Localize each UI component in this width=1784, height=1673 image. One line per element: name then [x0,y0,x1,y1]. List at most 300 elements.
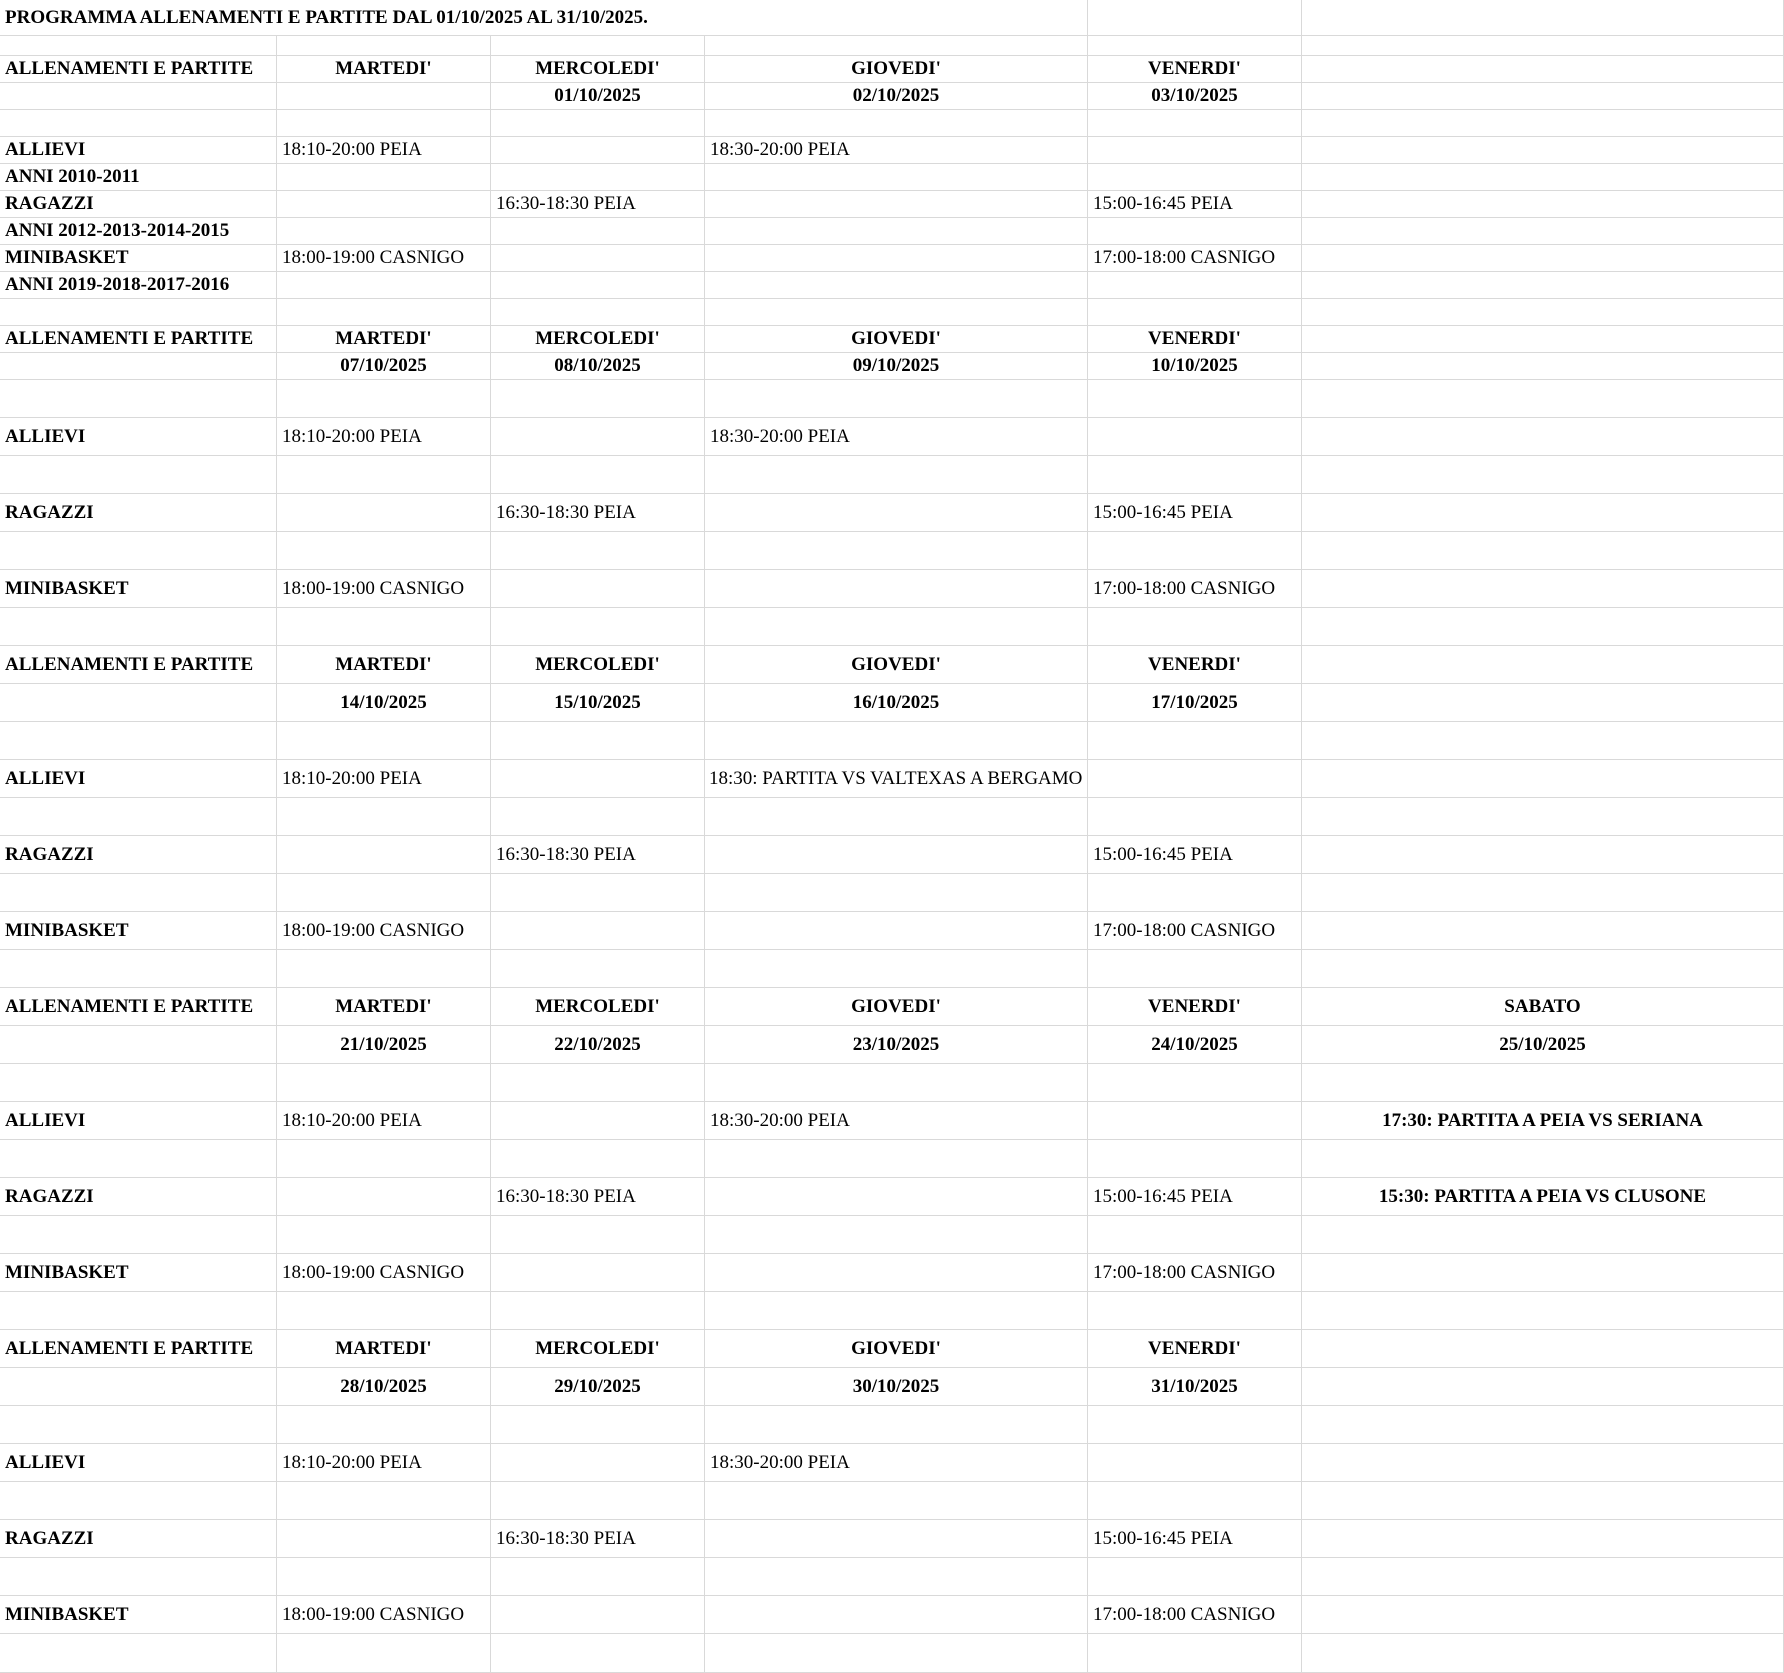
day-thu: GIOVEDI' [705,1330,1088,1368]
sheet-cell [705,456,1088,494]
schedule-cell [491,418,705,456]
sheet-cell [0,36,277,56]
schedule-cell: 16:30-18:30 PEIA [491,836,705,874]
sheet-cell [1088,0,1302,36]
schedule-cell [491,1444,705,1482]
schedule-cell [705,1520,1088,1558]
blank-row [0,380,1784,418]
sheet-cell [1088,874,1302,912]
sheet-cell [705,1064,1088,1102]
sheet-cell [1088,164,1302,191]
week-1-minibasket-years-row [0,272,1784,299]
schedule-cell: 18:30-20:00 PEIA [705,1102,1088,1140]
blank-row [0,1292,1784,1330]
week-1-allievi-years-row [0,164,1784,191]
day-wed: MERCOLEDI' [491,56,705,83]
schedule-cell [491,912,705,950]
day-tue: MARTEDI' [277,1330,491,1368]
sheet-cell [277,1216,491,1254]
blank-row [0,1634,1784,1673]
schedule-cell: 16:30-18:30 PEIA [491,494,705,532]
sheet-cell [491,272,705,299]
sheet-cell [1302,1368,1784,1406]
group-label: ALLIEVI [0,137,277,164]
sheet-cell [1088,1634,1302,1673]
blank-row [0,1482,1784,1520]
sheet-cell [491,874,705,912]
schedule-cell: 18:30-20:00 PEIA [705,1444,1088,1482]
blank-row [0,36,1784,56]
sheet-cell [1088,218,1302,245]
sheet-cell [1302,1558,1784,1596]
week-4-allievi-row [0,1102,1784,1140]
week-4-ragazzi-row [0,1178,1784,1216]
sheet-cell [705,218,1088,245]
sheet-cell [1302,164,1784,191]
sheet-cell [1088,1558,1302,1596]
schedule-cell: 18:30-20:00 PEIA [705,418,1088,456]
sheet-cell [0,1216,277,1254]
sheet-cell [277,1482,491,1520]
sheet-cell [0,380,277,418]
schedule-cell: 16:30-18:30 PEIA [491,191,705,218]
group-label: MINIBASKET [0,1254,277,1292]
sheet-cell [491,1216,705,1254]
date-fri: 03/10/2025 [1088,83,1302,110]
date-tue: 21/10/2025 [277,1026,491,1064]
week-5-ragazzi-row [0,1520,1784,1558]
sheet-cell [491,380,705,418]
sheet-cell [0,1140,277,1178]
sheet-cell [491,608,705,646]
sheet-cell [705,950,1088,988]
sheet-cell [0,83,277,110]
sheet-cell [1302,1406,1784,1444]
schedule-cell: 15:00-16:45 PEIA [1088,1178,1302,1216]
schedule-cell: 18:10-20:00 PEIA [277,1444,491,1482]
sheet-cell [491,722,705,760]
sheet-cell [1302,299,1784,326]
sheet-cell [1302,191,1784,218]
day-thu: GIOVEDI' [705,56,1088,83]
group-label: MINIBASKET [0,245,277,272]
sheet-cell [1088,608,1302,646]
sheet-cell [1088,532,1302,570]
day-fri: VENERDI' [1088,326,1302,353]
sheet-cell [0,1406,277,1444]
date-tue [277,83,491,110]
date-fri: 31/10/2025 [1088,1368,1302,1406]
day-sat: SABATO [1302,988,1784,1026]
sheet-cell [0,532,277,570]
sheet-cell [1302,1444,1784,1482]
sheet-cell [491,950,705,988]
sheet-cell [1088,1064,1302,1102]
day-tue: MARTEDI' [277,56,491,83]
week-1-day-header [0,56,1784,83]
schedule-cell [277,1520,491,1558]
blank-row [0,608,1784,646]
week-3-allievi-row [0,760,1784,798]
schedule-cell [705,245,1088,272]
week-2-minibasket-row [0,570,1784,608]
sheet-cell [1302,110,1784,137]
sheet-cell [0,1634,277,1673]
sheet-cell [1088,1406,1302,1444]
schedule-cell [705,570,1088,608]
week-4-day-header [0,988,1784,1026]
schedule-cell [491,1254,705,1292]
schedule-cell [491,1102,705,1140]
day-thu: GIOVEDI' [705,988,1088,1026]
sheet-cell [1302,326,1784,353]
sheet-cell [0,1558,277,1596]
sheet-cell [491,1558,705,1596]
sheet-cell [491,299,705,326]
date-sat: 25/10/2025 [1302,1026,1784,1064]
sheet-cell [277,532,491,570]
group-label: RAGAZZI [0,494,277,532]
sheet-cell [1302,532,1784,570]
schedule-cell [491,137,705,164]
sheet-cell [1302,456,1784,494]
schedule-cell: 18:10-20:00 PEIA [277,760,491,798]
date-fri: 17/10/2025 [1088,684,1302,722]
sheet-cell [705,722,1088,760]
schedule-cell: 17:00-18:00 CASNIGO [1088,570,1302,608]
schedule-cell: 15:00-16:45 PEIA [1088,836,1302,874]
schedule-cell [277,836,491,874]
group-years-label: ANNI 2012-2013-2014-2015 [0,218,277,245]
date-wed: 29/10/2025 [491,1368,705,1406]
date-thu: 30/10/2025 [705,1368,1088,1406]
sheet-cell [0,950,277,988]
schedule-cell: 17:00-18:00 CASNIGO [1088,245,1302,272]
date-fri: 10/10/2025 [1088,353,1302,380]
sheet-cell [1088,1216,1302,1254]
sheet-cell [1302,874,1784,912]
sheet-cell [705,874,1088,912]
section-label: ALLENAMENTI E PARTITE [0,646,277,684]
sheet-cell [705,1634,1088,1673]
schedule-cell [705,836,1088,874]
sheet-cell [277,1634,491,1673]
sheet-cell [1302,0,1784,36]
sheet-cell [1302,1596,1784,1634]
section-label: ALLENAMENTI E PARTITE [0,326,277,353]
sheet-cell [705,1406,1088,1444]
blank-row [0,1406,1784,1444]
sheet-cell [277,1406,491,1444]
day-tue: MARTEDI' [277,646,491,684]
schedule-cell: 15:00-16:45 PEIA [1088,1520,1302,1558]
sheet-cell [277,272,491,299]
sheet-cell [1302,570,1784,608]
group-years-label: ANNI 2019-2018-2017-2016 [0,272,277,299]
group-label: RAGAZZI [0,836,277,874]
week-2-date-header [0,353,1784,380]
sheet-cell [491,798,705,836]
week-4-date-header [0,1026,1784,1064]
sheet-cell [491,1140,705,1178]
sheet-cell [1302,912,1784,950]
week-3-day-header [0,646,1784,684]
page-title: PROGRAMMA ALLENAMENTI E PARTITE DAL 01/10/2025 AL 31/10/2025. [0,0,1088,36]
sheet-cell [0,722,277,760]
day-wed: MERCOLEDI' [491,646,705,684]
sheet-cell [705,110,1088,137]
sheet-cell [705,608,1088,646]
sheet-cell [1302,608,1784,646]
schedule-cell [1088,760,1302,798]
week-1-minibasket-row [0,245,1784,272]
schedule-cell: 18:00-19:00 CASNIGO [277,1596,491,1634]
sheet-cell [491,1482,705,1520]
sheet-cell [1302,722,1784,760]
sheet-cell [0,353,277,380]
sheet-cell [1302,836,1784,874]
sheet-cell [491,36,705,56]
match-cell: 18:30: PARTITA VS VALTEXAS A BERGAMO [705,760,1088,798]
schedule-cell [705,912,1088,950]
date-thu: 23/10/2025 [705,1026,1088,1064]
sheet-cell [277,608,491,646]
sheet-cell [1302,760,1784,798]
sheet-cell [705,272,1088,299]
schedule-cell: 18:10-20:00 PEIA [277,1102,491,1140]
sheet-cell [0,608,277,646]
sheet-cell [491,110,705,137]
sheet-cell [1302,646,1784,684]
sheet-cell [1088,950,1302,988]
sheet-cell [1088,798,1302,836]
blank-row [0,874,1784,912]
sheet-cell [705,1292,1088,1330]
schedule-cell [491,245,705,272]
sheet-cell [1088,299,1302,326]
match-cell: 17:30: PARTITA A PEIA VS SERIANA [1302,1102,1784,1140]
day-thu: GIOVEDI' [705,646,1088,684]
date-thu: 09/10/2025 [705,353,1088,380]
sheet-cell [277,950,491,988]
sheet-cell [0,1064,277,1102]
day-tue: MARTEDI' [277,988,491,1026]
schedule-cell [705,494,1088,532]
day-fri: VENERDI' [1088,988,1302,1026]
schedule-cell: 17:00-18:00 CASNIGO [1088,912,1302,950]
week-3-minibasket-row [0,912,1784,950]
date-fri: 24/10/2025 [1088,1026,1302,1064]
week-2-allievi-row [0,418,1784,456]
week-3-date-header [0,684,1784,722]
sheet-cell [705,1558,1088,1596]
sheet-cell [705,1140,1088,1178]
week-5-date-header [0,1368,1784,1406]
schedule-cell [705,1254,1088,1292]
schedule-cell [491,1596,705,1634]
sheet-cell [491,1406,705,1444]
sheet-cell [1302,1482,1784,1520]
week-1-date-header [0,83,1784,110]
sheet-cell [0,110,277,137]
group-label: ALLIEVI [0,1102,277,1140]
date-wed: 15/10/2025 [491,684,705,722]
sheet-cell [705,36,1088,56]
sheet-cell [1302,272,1784,299]
schedule-cell: 18:10-20:00 PEIA [277,137,491,164]
sheet-cell [1088,1482,1302,1520]
day-fri: VENERDI' [1088,646,1302,684]
group-label: MINIBASKET [0,912,277,950]
sheet-cell [1302,1140,1784,1178]
sheet-cell [1302,1254,1784,1292]
date-thu: 16/10/2025 [705,684,1088,722]
blank-row [0,532,1784,570]
schedule-cell: 16:30-18:30 PEIA [491,1178,705,1216]
sheet-cell [1302,218,1784,245]
sheet-cell [1088,110,1302,137]
schedule-cell: 18:00-19:00 CASNIGO [277,245,491,272]
sheet-cell [0,299,277,326]
sheet-cell [1088,456,1302,494]
schedule-cell [705,1596,1088,1634]
sheet-cell [1302,1216,1784,1254]
week-1-ragazzi-row [0,191,1784,218]
blank-row [0,798,1784,836]
sheet-cell [0,1482,277,1520]
sheet-cell [491,1634,705,1673]
sheet-cell [277,798,491,836]
sheet-cell [491,1064,705,1102]
sheet-cell [277,874,491,912]
date-tue: 14/10/2025 [277,684,491,722]
schedule-cell [491,570,705,608]
sheet-cell [0,456,277,494]
schedule-cell [491,760,705,798]
sheet-cell [1302,1292,1784,1330]
sheet-cell [0,1026,277,1064]
sheet-cell [1302,36,1784,56]
sheet-cell [1302,380,1784,418]
schedule-cell [1088,1102,1302,1140]
date-tue: 07/10/2025 [277,353,491,380]
sheet-cell [1302,950,1784,988]
week-1-allievi-row [0,137,1784,164]
group-label: RAGAZZI [0,1520,277,1558]
date-thu: 02/10/2025 [705,83,1088,110]
blank-row [0,1558,1784,1596]
week-1-ragazzi-years-row [0,218,1784,245]
sheet-cell [1302,1330,1784,1368]
group-label: ALLIEVI [0,1444,277,1482]
sheet-cell [0,1368,277,1406]
sheet-cell [491,532,705,570]
sheet-cell [277,36,491,56]
blank-row [0,1216,1784,1254]
sheet-cell [1302,1520,1784,1558]
blank-row [0,1140,1784,1178]
sheet-cell [705,1482,1088,1520]
sheet-cell [491,456,705,494]
title-row [0,0,1784,36]
sheet-cell [0,874,277,912]
group-label: MINIBASKET [0,570,277,608]
blank-row [0,1064,1784,1102]
schedule-cell: 18:10-20:00 PEIA [277,418,491,456]
day-fri: VENERDI' [1088,56,1302,83]
sheet-cell [277,1292,491,1330]
sheet-cell [705,164,1088,191]
sheet-cell [705,798,1088,836]
week-5-day-header [0,1330,1784,1368]
date-tue: 28/10/2025 [277,1368,491,1406]
group-label: MINIBASKET [0,1596,277,1634]
blank-row [0,456,1784,494]
section-label: ALLENAMENTI E PARTITE [0,1330,277,1368]
week-4-minibasket-row [0,1254,1784,1292]
sheet-cell [1302,798,1784,836]
sheet-cell [705,532,1088,570]
group-label: ALLIEVI [0,418,277,456]
schedule-cell: 17:00-18:00 CASNIGO [1088,1254,1302,1292]
sheet-cell [1302,494,1784,532]
schedule-cell [705,191,1088,218]
sheet-cell [277,1140,491,1178]
day-thu: GIOVEDI' [705,326,1088,353]
schedule-cell [277,191,491,218]
schedule-cell: 15:00-16:45 PEIA [1088,191,1302,218]
sheet-cell [1302,353,1784,380]
sheet-cell [705,299,1088,326]
sheet-cell [1302,1064,1784,1102]
sheet-cell [1302,418,1784,456]
blank-row [0,950,1784,988]
date-wed: 22/10/2025 [491,1026,705,1064]
sheet-cell [1088,722,1302,760]
schedule-cell: 18:00-19:00 CASNIGO [277,912,491,950]
day-wed: MERCOLEDI' [491,1330,705,1368]
schedule-cell [1088,418,1302,456]
sheet-cell [277,722,491,760]
sheet-cell [277,1064,491,1102]
sheet-cell [277,1558,491,1596]
day-wed: MERCOLEDI' [491,988,705,1026]
section-label: ALLENAMENTI E PARTITE [0,56,277,83]
group-label: RAGAZZI [0,191,277,218]
date-wed: 08/10/2025 [491,353,705,380]
sheet-cell [705,1216,1088,1254]
sheet-cell [1302,1634,1784,1673]
schedule-cell: 18:00-19:00 CASNIGO [277,1254,491,1292]
schedule-cell [1088,137,1302,164]
blank-row [0,110,1784,137]
sheet-cell [277,110,491,137]
sheet-cell [1302,56,1784,83]
week-2-ragazzi-row [0,494,1784,532]
sheet-cell [0,1292,277,1330]
sheet-cell [277,164,491,191]
sheet-cell [1088,36,1302,56]
week-2-day-header [0,326,1784,353]
sheet-cell [491,164,705,191]
schedule-cell: 16:30-18:30 PEIA [491,1520,705,1558]
week-5-allievi-row [0,1444,1784,1482]
schedule-cell [705,1178,1088,1216]
match-cell: 15:30: PARTITA A PEIA VS CLUSONE [1302,1178,1784,1216]
blank-row [0,722,1784,760]
day-fri: VENERDI' [1088,1330,1302,1368]
sheet-cell [1302,83,1784,110]
